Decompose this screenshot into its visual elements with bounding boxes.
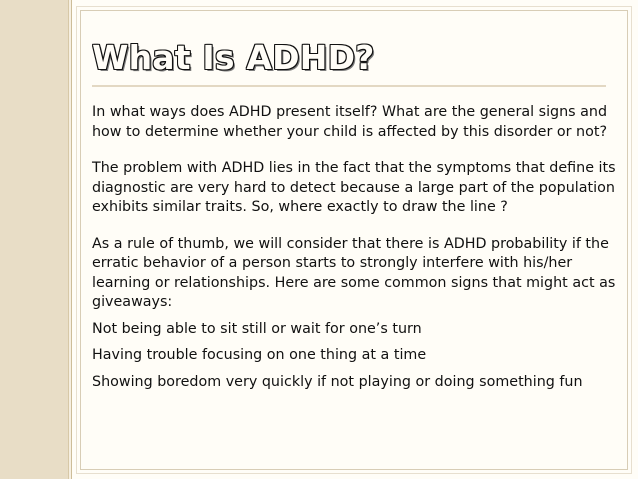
title-divider bbox=[92, 85, 606, 87]
list-item-text: Having trouble focusing on one thing at a time bbox=[92, 347, 427, 363]
list-item-text: Not being able to sit still or wait for one’s turn bbox=[92, 320, 422, 337]
paragraph-intro: In what ways does ADHD present itself? What are the general signs and how to determine whether your child is affected by this disorder or not? bbox=[92, 104, 608, 140]
list-item bbox=[92, 373, 624, 393]
signs-list bbox=[92, 320, 624, 393]
paragraph-problem: The problem with ADHD lies in the fact that the symptoms that define its diagnostic are very hard to detect because a large part of the population exhibits similar traits. So, where exactly to draw the line ? bbox=[92, 160, 616, 215]
slide-title: What Is ADHD? bbox=[92, 38, 375, 77]
list-item bbox=[92, 346, 624, 366]
slide-content bbox=[92, 103, 624, 399]
decorative-left-band bbox=[0, 0, 68, 479]
paragraph-rule: As a rule of thumb, we will consider that there is ADHD probability if the erratic behavior of a person starts to strongly interfere with his/her learning or relationships. Here are some common signs that might act as giveaways: bbox=[92, 235, 616, 310]
decorative-band-lines bbox=[68, 0, 78, 479]
list-item bbox=[92, 320, 624, 340]
list-item-text: Showing boredom very quickly if not playing or doing something fun bbox=[92, 373, 583, 390]
